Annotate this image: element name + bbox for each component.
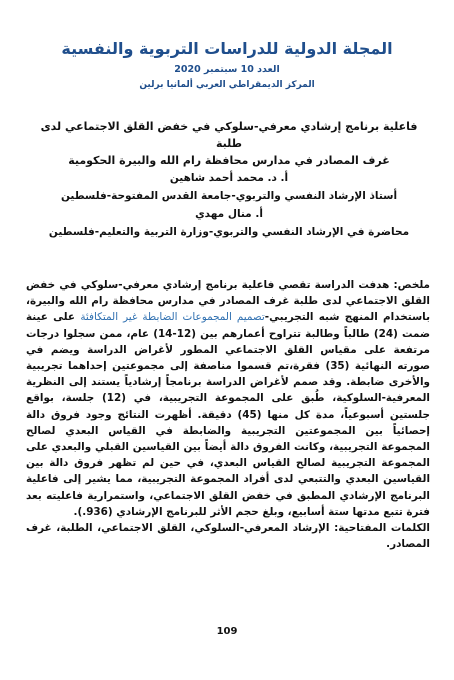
author-1-affiliation: أستاذ الإرشاد النفسي والتربوي-جامعة القدس المفتوحة-فلسطين xyxy=(60,190,398,202)
author-2-affiliation: محاضرة في الإرشاد النفسي والتربوي-وزارة التربية والتعليم-فلسطين xyxy=(48,226,410,238)
abstract-highlight: تصميم المجموعات الضابطة غير المتكافئة xyxy=(80,311,265,324)
abstract-label: ملخص: xyxy=(393,279,430,291)
paper-title-line-1: فاعلية برنامج إرشادي معرفي-سلوكي في خفض القلق الاجتماعي لدى طلبة xyxy=(40,120,418,150)
journal-title: المجلة الدولية للدراسات التربوية والنفسية xyxy=(61,39,393,58)
abstract-text-2: على عينة ضمت (24) طالباً وطالبة تتراوح أعمارهم بين (12-14) عام، ممن سجلوا درجات مرتفعة على مقياس القلق الاجتماعي المطور لأغراض الدراسة ويضم في صورته النهائية (35) فقرة،تم قسموا مناصفة إلى مجموعتين إحداهما تجريبية والأخرى ضابطة. وقد صمم لأغراض الدراسة برنامجاً إرشادياً يستند إلى النظرية المعرفية-السلوكية، طُبق على المجموعة التجريبية، في (12) جلسة، بواقع جلستين أسبوعياً، مدة كل منها (45) دقيقة. أظهرت النتائج وجود فروق دالة إحصائياً بين المجموعتين التجريبية والضابطة في القياس البعدي لصالح المجموعة التجريبية، وكانت الفروق دالة أيضاً بين القياسين القبلي والبعدي على المجموعة التجريبية لصالح القياس البعدي، في حين لم تظهر فروق دالة بين القياسين البعدي والتتبعي لدى أفراد المجموعة التجريبية، مما يشير إلى فاعلية البرنامج الإرشادي المطبق في خفض القلق الاجتماعي، واستمرارية فاعليته بعد فترة تتبع مدتها ستة أسابيع، وبلغ حجم الأثر للبرنامج الإرشادي (936.). xyxy=(26,311,430,518)
author-2-name: أ. منال مهدي xyxy=(195,208,263,220)
abstract-text-1: هدفت الدراسة تقصي فاعلية برنامج إرشادي معرفي-سلوكي في خفض القلق الاجتماعي لدى طلبة غرف المصادر في مدارس محافظة رام الله والبيرة، باستخدام المنهج شبه التجريبي- xyxy=(26,279,430,324)
page-number: 109 xyxy=(216,626,238,637)
abstract-body xyxy=(26,277,430,520)
abstract xyxy=(26,277,430,552)
journal-header xyxy=(0,38,454,91)
keywords-label: الكلمات المفتاحية: xyxy=(334,522,430,535)
keywords xyxy=(26,520,430,552)
keywords-text: الإرشاد المعرفي-السلوكي، القلق الاجتماعي، الطلبة، غرف المصادر. xyxy=(26,522,430,551)
journal-issue: العدد 10 سبتمبر 2020 xyxy=(174,64,280,75)
paper-heading xyxy=(28,118,430,241)
journal-publisher: المركز الديمقراطي العربي ألمانيا برلين xyxy=(139,80,315,90)
author-1-name: أ. د. محمد أحمد شاهين xyxy=(169,172,289,184)
paper-title-line-2: غرف المصادر في مدارس محافظة رام الله والبيرة الحكومية xyxy=(68,154,390,167)
